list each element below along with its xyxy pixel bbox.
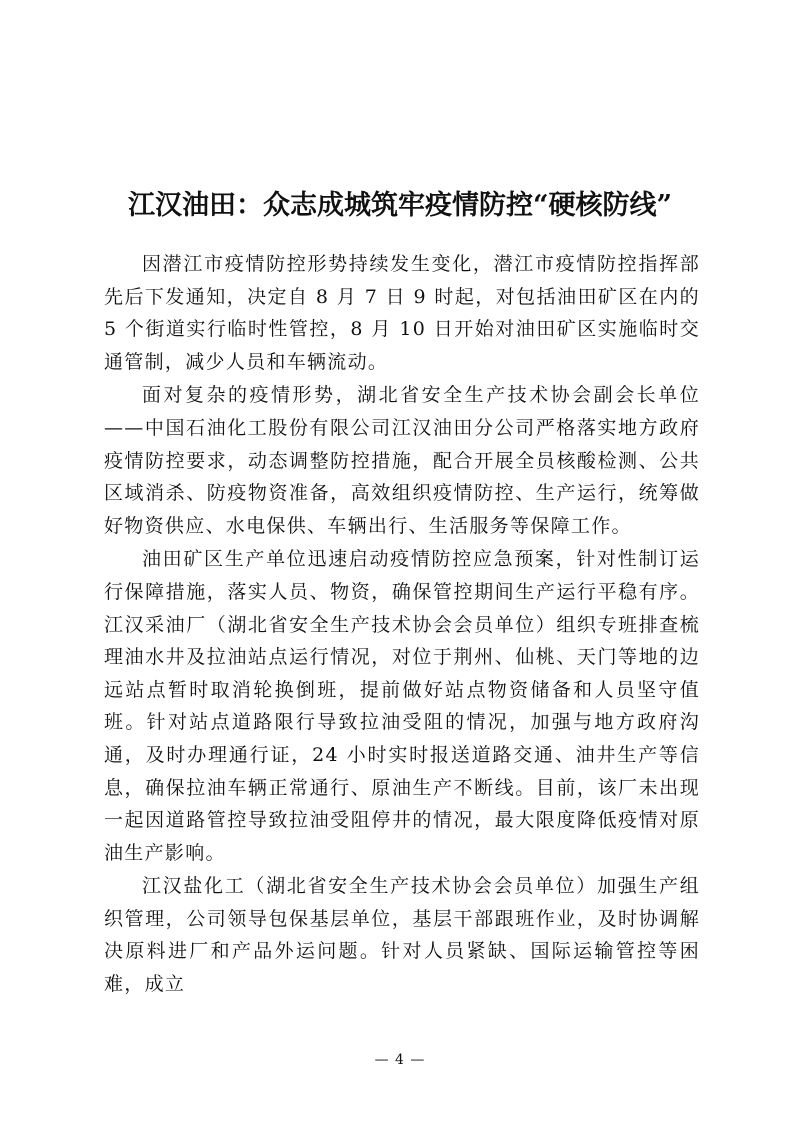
page-number: — 4 — [374, 1052, 426, 1068]
page-title: 江汉油田：众志成城筑牢疫情防控“硬核防线” [127, 190, 673, 222]
paragraph-4: 江汉盐化工（湖北省安全生产技术协会会员单位）加强生产组织管理，公司领导包保基层单位，基层干部跟班作业，及时协调解决原料进厂和产品外运问题。针对人员紧缺、国际运输管控等困难，成立 [104, 875, 700, 996]
paragraph-2: 面对复杂的疫情形势，湖北省安全生产技术协会副会长单位——中国石油化工股份有限公司江汉油田分公司严格落实地方政府疫情防控要求，动态调整防控措施，配合开展全员核酸检测、公共区域消杀、防疫物资准备，高效组织疫情防控、生产运行，统筹做好物资供应、水电保供、车辆出行、生活服务等保障工作。 [104, 384, 700, 537]
article-body [104, 248, 700, 1002]
paragraph-3: 油田矿区生产单位迅速启动疫情防控应急预案，针对性制订运行保障措施，落实人员、物资，确保管控期间生产运行平稳有序。江汉采油厂（湖北省安全生产技术协会会员单位）组织专班排查梳理油水井及拉油站点运行情况，对位于荆州、仙桃、天门等地的边远站点暂时取消轮换倒班，提前做好站点物资储备和人员坚守值班。针对站点道路限行导致拉油受阻的情况，加强与地方政府沟通，及时办理通行证，24 小时实时报送道路交通、油井生产等信息，确保拉油车辆正常通行、原油生产不断线。目前，该厂未出现一起因道路管控导致拉油受阻停井的情况，最大限度降低疫情对原油生产影响。 [104, 548, 700, 864]
paragraph-1: 因潜江市疫情防控形势持续发生变化，潜江市疫情防控指挥部先后下发通知，决定自 8 月 7 日 9 时起，对包括油田矿区在内的 5 个街道实行临时性管控，8 月 10 日开始对油田矿区实施临时交通管制，减少人员和车辆流动。 [104, 253, 700, 373]
